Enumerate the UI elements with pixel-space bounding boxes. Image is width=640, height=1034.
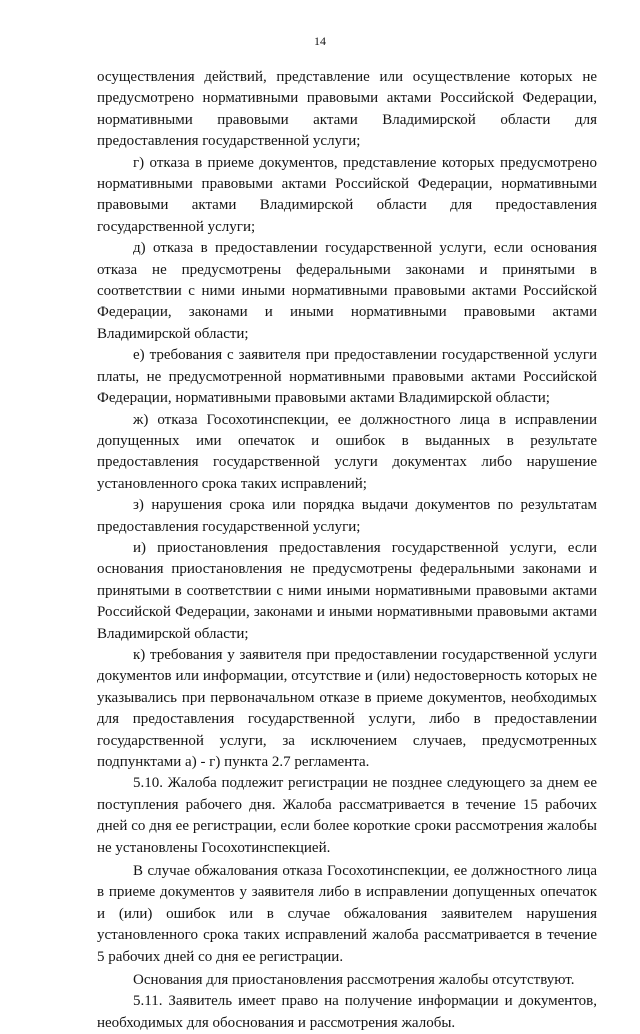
paragraph-item-e: е) требования с заявителя при предоставлении государственной услуги платы, не предусмотренной нормативными правовыми актами Российской Федерации, нормативными правовыми актами Владимирской области;: [97, 347, 597, 407]
document-body: [97, 67, 597, 1034]
paragraph-appeal-refusal: В случае обжалования отказа Госохотинспекции, ее должностного лица в приеме документов у заявителя либо в исправлении допущенных опечаток и (или) ошибок или в случае обжалования заявителем нарушения установленного срока таких исправлений жалоба рассматривается в течение 5 рабочих дней со дня ее регистрации.: [97, 863, 597, 965]
paragraph-item-d: д) отказа в предоставлении государственной услуги, если основания отказа не предусмотрены федеральными законами и принятыми в соответствии с ними иными нормативными правовыми актами Российской Федерации, законами и иными нормативными правовыми актами Владимирской области;: [97, 240, 597, 342]
paragraph-5-10: 5.10. Жалоба подлежит регистрации не позднее следующего за днем ее поступления рабочего дня. Жалоба рассматривается в течение 15 рабочих дней со дня ее регистрации, если более короткие сроки рассмотрения жалобы не установлены Госохотинспекцией.: [97, 775, 597, 856]
paragraph-item-zh: ж) отказа Госохотинспекции, ее должностного лица в исправлении допущенных ими опечаток и ошибок в выданных в результате предоставления государственной услуги документах либо нарушение установленного срока таких исправлений;: [97, 411, 597, 492]
paragraph-item-g: г) отказа в приеме документов, представление которых предусмотрено нормативными правовыми актами Российской Федерации, нормативными правовыми актами Владимирской области для предоставления государственной услуги;: [97, 154, 597, 235]
page-number: 14: [314, 34, 326, 48]
paragraph-item-i: и) приостановления предоставления государственной услуги, если основания приостановления не предусмотрены федеральными законами и принятыми в соответствии с ними иными нормативными правовыми актами Российской Федерации, законами и иными нормативными правовыми актами Владимирской области;: [97, 539, 597, 642]
paragraph-item-z: з) нарушения срока или порядка выдачи документов по результатам предоставления государственной услуги;: [97, 497, 597, 535]
paragraph-5-11: 5.11. Заявитель имеет право на получение информации и документов, необходимых для обоснования и рассмотрения жалобы.: [97, 993, 597, 1031]
paragraph-item-k: к) требования у заявителя при предоставлении государственной услуги документов или информации, отсутствие и (или) недостоверность которых не указывались при первоначальном отказе в приеме документов, необходимых для предоставления государственной услуги, либо в предоставлении государственной услуги, за исключением случаев, предусмотренных подпунктами а) - г) пункта 2.7 регламента.: [97, 646, 597, 770]
paragraph-no-suspension: Основания для приостановления рассмотрения жалобы отсутствуют.: [133, 972, 575, 989]
paragraph-continuation: осуществления действий, представление или осуществление которых не предусмотрено нормативными правовыми актами Российской Федерации, нормативными правовыми актами Владимирской области для предоставления государственной услуги;: [97, 69, 597, 150]
